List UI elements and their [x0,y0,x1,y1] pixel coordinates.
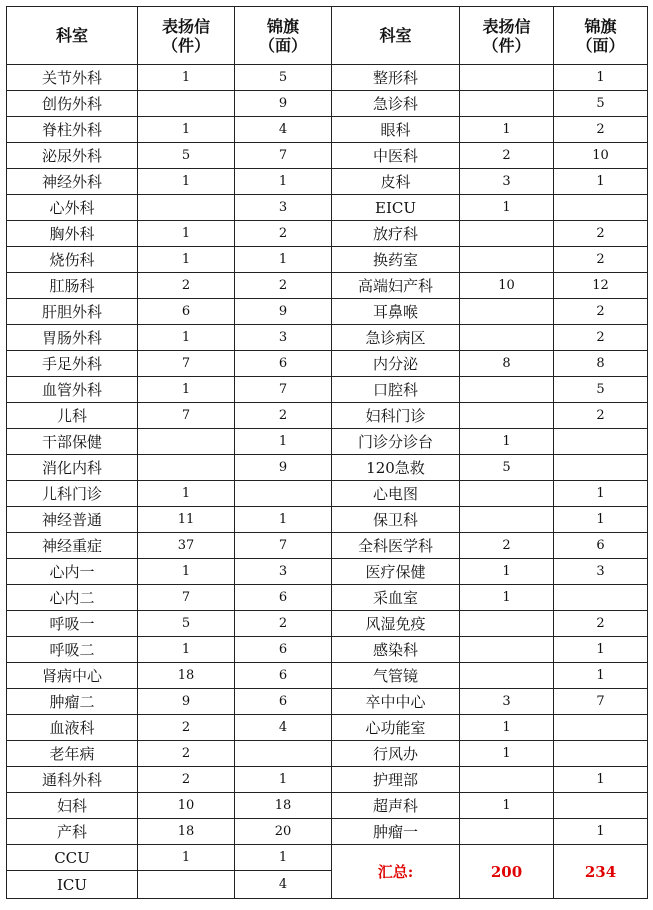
banners-cell-left: 1 [235,169,332,195]
dept-cell-left: 儿科 [7,403,138,429]
total-banners: 234 [554,845,648,899]
table-body [7,65,648,899]
letters-cell-right: 1 [460,741,554,767]
letters-cell-left: 2 [138,767,235,793]
letters-cell-left: 7 [138,351,235,377]
table-row [7,377,648,403]
banners-cell-right: 1 [554,637,648,663]
table-row [7,507,648,533]
letters-cell-left: 1 [138,221,235,247]
table-row [7,767,648,793]
letters-cell-left: 1 [138,117,235,143]
table-row [7,169,648,195]
table-row [7,273,648,299]
table-row [7,533,648,559]
banners-cell-right: 2 [554,325,648,351]
letters-cell-right [460,767,554,793]
dept-cell-left: 血管外科 [7,377,138,403]
letters-cell-left: 7 [138,403,235,429]
dept-cell-right: 急诊科 [332,91,460,117]
dept-cell-left: 心外科 [7,195,138,221]
dept-cell-left: 创伤外科 [7,91,138,117]
dept-cell-left: 神经重症 [7,533,138,559]
banners-cell-right: 6 [554,533,648,559]
banners-cell-right: 7 [554,689,648,715]
table-row [7,663,648,689]
banners-cell-left [235,741,332,767]
dept-cell-right: 护理部 [332,767,460,793]
dept-cell-left: 心内一 [7,559,138,585]
letters-cell-right [460,91,554,117]
total-label: 汇总: [332,845,460,899]
banners-cell-left: 7 [235,377,332,403]
dept-cell-right: 120急救 [332,455,460,481]
letters-cell-right: 2 [460,533,554,559]
dept-cell-right: 感染科 [332,637,460,663]
banners-header-right-l2: （面） [576,35,625,55]
dept-cell-left: 妇科 [7,793,138,819]
table-row [7,195,648,221]
dept-cell-left: 通科外科 [7,767,138,793]
dept-cell-left: 泌尿外科 [7,143,138,169]
dept-cell-right: 高端妇产科 [332,273,460,299]
dept-cell-left: 手足外科 [7,351,138,377]
banners-cell-right: 2 [554,117,648,143]
letters-cell-right: 1 [460,715,554,741]
letters-header-left-l1: 表扬信 [161,16,210,36]
dept-cell-right: 心功能室 [332,715,460,741]
table-row [7,611,648,637]
dept-cell-left: CCU [7,845,138,871]
dept-header-left: 科室 [7,7,138,65]
dept-cell-left: 烧伤科 [7,247,138,273]
letters-cell-right: 1 [460,793,554,819]
banners-header-right [554,7,648,65]
banners-cell-right: 2 [554,299,648,325]
letters-cell-right [460,819,554,845]
banners-cell-right: 1 [554,507,648,533]
letters-cell-left [138,91,235,117]
banners-cell-left: 5 [235,65,332,91]
dept-cell-right: 妇科门诊 [332,403,460,429]
letters-cell-left: 18 [138,663,235,689]
letters-header-right-l1: 表扬信 [482,16,531,36]
honors-table [6,6,648,899]
dept-cell-left: 神经普通 [7,507,138,533]
letters-cell-right: 3 [460,689,554,715]
banners-cell-left: 2 [235,273,332,299]
letters-cell-left: 11 [138,507,235,533]
banners-cell-left: 3 [235,325,332,351]
dept-cell-left: 神经外科 [7,169,138,195]
table-row [7,117,648,143]
banners-cell-right [554,741,648,767]
letters-cell-left: 6 [138,299,235,325]
dept-cell-right: 行风办 [332,741,460,767]
banners-cell-right: 2 [554,247,648,273]
table-row [7,325,648,351]
table-row [7,221,648,247]
letters-cell-right: 1 [460,429,554,455]
banners-cell-right: 1 [554,767,648,793]
dept-cell-left: 脊柱外科 [7,117,138,143]
letters-cell-left: 2 [138,273,235,299]
dept-cell-right: 肿瘤一 [332,819,460,845]
banners-cell-right [554,455,648,481]
dept-cell-left: ICU [7,871,138,899]
banners-cell-right: 1 [554,663,648,689]
letters-cell-left: 1 [138,481,235,507]
table-row [7,637,648,663]
table-row [7,481,648,507]
letters-cell-left: 7 [138,585,235,611]
banners-cell-left: 7 [235,143,332,169]
letters-cell-left: 1 [138,169,235,195]
banners-cell-left: 7 [235,533,332,559]
letters-cell-left: 2 [138,741,235,767]
dept-cell-left: 呼吸一 [7,611,138,637]
banners-cell-left: 3 [235,195,332,221]
dept-cell-left: 儿科门诊 [7,481,138,507]
dept-cell-left: 肿瘤二 [7,689,138,715]
banners-cell-left: 6 [235,689,332,715]
letters-cell-right [460,325,554,351]
dept-cell-right: 换药室 [332,247,460,273]
banners-cell-left: 3 [235,559,332,585]
total-letters: 200 [460,845,554,899]
banners-cell-right [554,715,648,741]
dept-cell-right: 眼科 [332,117,460,143]
table-row [7,91,648,117]
dept-cell-right: 保卫科 [332,507,460,533]
dept-cell-left: 肛肠科 [7,273,138,299]
dept-cell-right: 心电图 [332,481,460,507]
letters-cell-left: 9 [138,689,235,715]
banners-cell-left: 1 [235,767,332,793]
letters-header-left-l2: （件） [161,35,210,55]
dept-cell-right: 口腔科 [332,377,460,403]
banners-cell-right: 1 [554,819,648,845]
dept-cell-right: 放疗科 [332,221,460,247]
letters-cell-right: 2 [460,143,554,169]
dept-cell-left: 肝胆外科 [7,299,138,325]
letters-cell-right: 8 [460,351,554,377]
letters-cell-right [460,65,554,91]
banners-cell-right [554,429,648,455]
letters-header-left [138,7,235,65]
letters-cell-right [460,299,554,325]
letters-header-right-l2: （件） [482,35,531,55]
banners-cell-right: 2 [554,611,648,637]
letters-cell-left: 1 [138,637,235,663]
letters-cell-left: 1 [138,559,235,585]
banners-cell-left: 9 [235,91,332,117]
dept-cell-right: 风湿免疫 [332,611,460,637]
dept-cell-left: 关节外科 [7,65,138,91]
banners-cell-right [554,793,648,819]
banners-cell-right: 10 [554,143,648,169]
table-row [7,351,648,377]
dept-cell-right: 超声科 [332,793,460,819]
banners-cell-left: 20 [235,819,332,845]
letters-cell-right: 5 [460,455,554,481]
dept-cell-right: 中医科 [332,143,460,169]
banners-cell-left: 2 [235,221,332,247]
dept-cell-left: 血液科 [7,715,138,741]
dept-header-right: 科室 [332,7,460,65]
dept-cell-right: 整形科 [332,65,460,91]
banners-cell-left: 1 [235,507,332,533]
table-row [7,403,648,429]
banners-cell-right: 1 [554,65,648,91]
table-row [7,559,648,585]
table-row [7,455,648,481]
banners-header-left-l2: （面） [258,35,307,55]
letters-cell-right [460,507,554,533]
banners-cell-left: 1 [235,429,332,455]
table-row [7,741,648,767]
letters-cell-right: 1 [460,117,554,143]
table-row [7,845,648,871]
dept-cell-right: 医疗保健 [332,559,460,585]
dept-cell-right: 急诊病区 [332,325,460,351]
banners-cell-left: 6 [235,585,332,611]
banners-cell-right: 12 [554,273,648,299]
dept-cell-left: 心内二 [7,585,138,611]
letters-cell-left: 1 [138,247,235,273]
banners-cell-right [554,585,648,611]
banners-cell-right: 5 [554,377,648,403]
table-row [7,689,648,715]
letters-cell-right [460,221,554,247]
letters-cell-left [138,195,235,221]
letters-cell-right [460,247,554,273]
letters-cell-left: 5 [138,611,235,637]
dept-cell-left: 胸外科 [7,221,138,247]
dept-cell-right: 耳鼻喉 [332,299,460,325]
table-row [7,585,648,611]
banners-header-right-l1: 锦旗 [584,16,617,36]
letters-cell-right: 1 [460,195,554,221]
table-row [7,429,648,455]
dept-cell-right: 内分泌 [332,351,460,377]
letters-cell-right: 10 [460,273,554,299]
letters-cell-left: 1 [138,65,235,91]
table-row [7,247,648,273]
letters-cell-right [460,611,554,637]
letters-cell-left [138,455,235,481]
banners-header-left [235,7,332,65]
dept-cell-left: 干部保健 [7,429,138,455]
letters-cell-left [138,429,235,455]
banners-cell-left: 6 [235,351,332,377]
letters-cell-left: 10 [138,793,235,819]
banners-cell-left [235,481,332,507]
banners-cell-left: 4 [235,715,332,741]
letters-cell-right [460,403,554,429]
banners-cell-right: 1 [554,481,648,507]
banners-cell-left: 4 [235,117,332,143]
table-row [7,65,648,91]
dept-cell-right: 皮科 [332,169,460,195]
letters-cell-left: 18 [138,819,235,845]
dept-cell-right: 门诊分诊台 [332,429,460,455]
banners-cell-right [554,195,648,221]
dept-cell-left: 呼吸二 [7,637,138,663]
dept-cell-right: 全科医学科 [332,533,460,559]
banners-cell-right: 2 [554,221,648,247]
letters-cell-right: 3 [460,169,554,195]
banners-cell-left: 2 [235,611,332,637]
dept-cell-right: EICU [332,195,460,221]
table-row [7,793,648,819]
letters-cell-left [138,871,235,899]
banners-cell-left: 6 [235,637,332,663]
banners-header-left-l1: 锦旗 [266,16,299,36]
table-row [7,715,648,741]
banners-cell-left: 1 [235,845,332,871]
letters-cell-left: 5 [138,143,235,169]
dept-cell-left: 老年病 [7,741,138,767]
dept-cell-left: 胃肠外科 [7,325,138,351]
letters-cell-left: 1 [138,845,235,871]
letters-cell-left: 2 [138,715,235,741]
dept-cell-left: 产科 [7,819,138,845]
banners-cell-right: 5 [554,91,648,117]
header-row [7,7,648,65]
dept-cell-left: 消化内科 [7,455,138,481]
letters-header-right [460,7,554,65]
letters-cell-left: 37 [138,533,235,559]
table-row [7,299,648,325]
letters-cell-right [460,481,554,507]
banners-cell-right: 3 [554,559,648,585]
banners-cell-left: 1 [235,247,332,273]
dept-cell-left: 肾病中心 [7,663,138,689]
banners-cell-left: 9 [235,455,332,481]
letters-cell-right [460,377,554,403]
banners-cell-left: 9 [235,299,332,325]
dept-cell-right: 卒中中心 [332,689,460,715]
banners-cell-left: 4 [235,871,332,899]
banners-cell-left: 6 [235,663,332,689]
banners-cell-left: 18 [235,793,332,819]
letters-cell-right: 1 [460,585,554,611]
dept-cell-right: 气管镜 [332,663,460,689]
letters-cell-right [460,663,554,689]
letters-cell-right: 1 [460,559,554,585]
letters-cell-left: 1 [138,325,235,351]
banners-cell-right: 1 [554,169,648,195]
dept-cell-right: 采血室 [332,585,460,611]
table-row [7,819,648,845]
letters-cell-left: 1 [138,377,235,403]
banners-cell-left: 2 [235,403,332,429]
banners-cell-right: 2 [554,403,648,429]
letters-cell-right [460,637,554,663]
table-row [7,143,648,169]
banners-cell-right: 8 [554,351,648,377]
